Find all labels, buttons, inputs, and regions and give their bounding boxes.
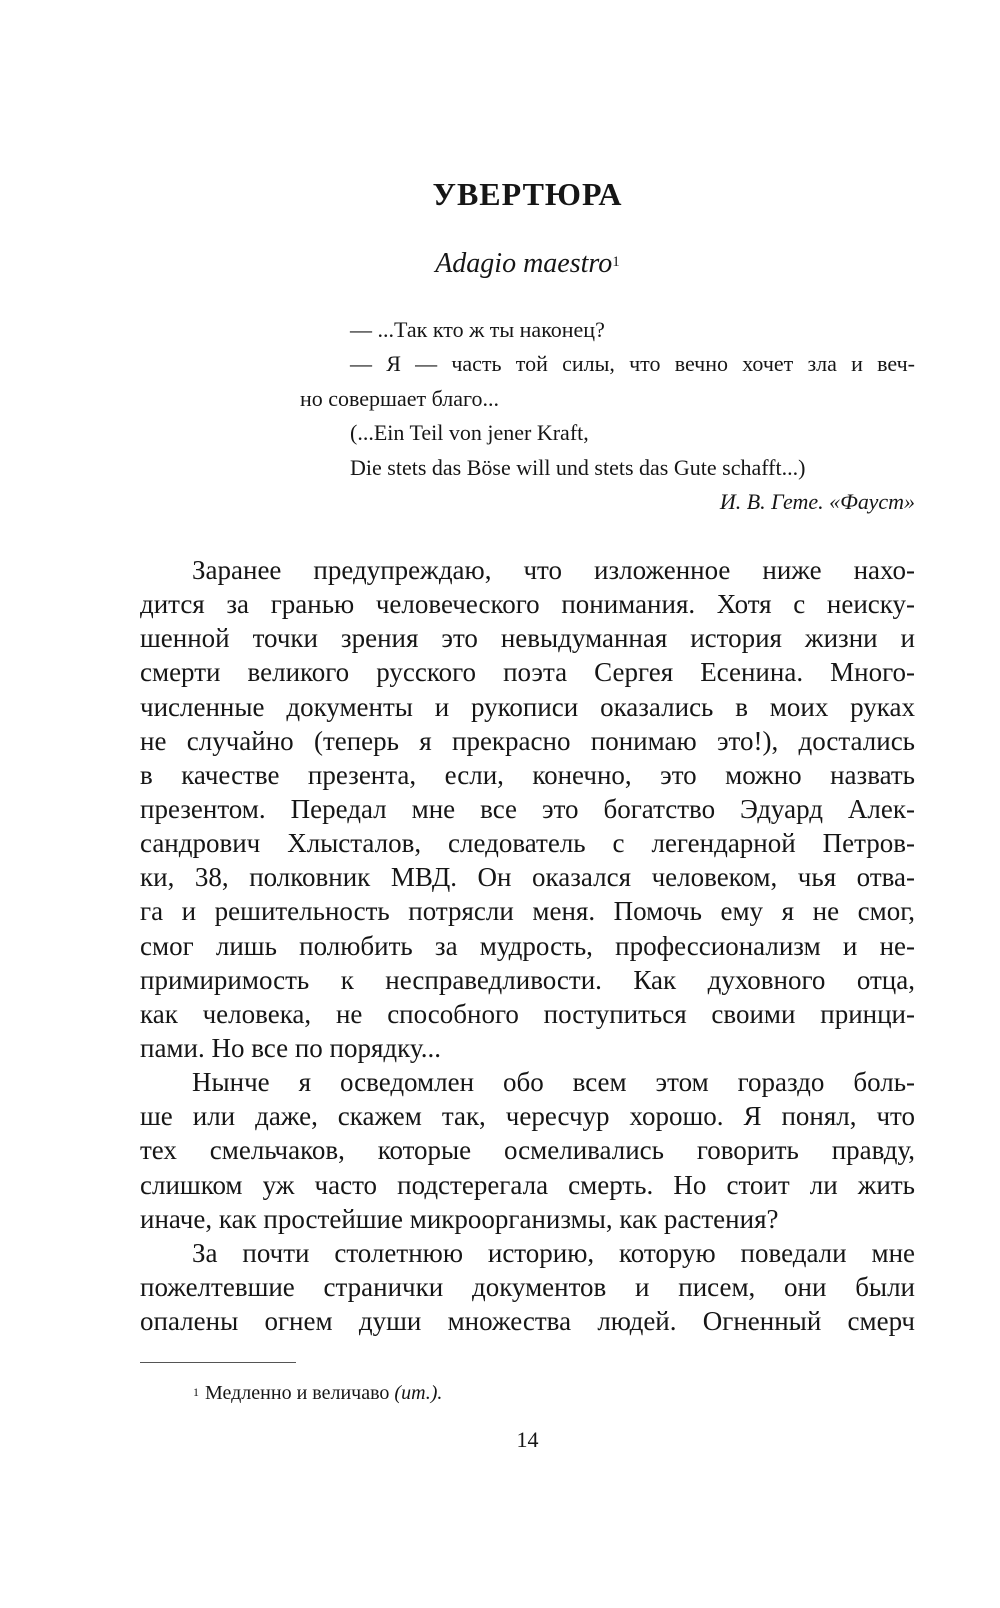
text-line: ки, 38, полковник МВД. Он оказался человеком, чья отва- [140, 862, 915, 893]
subtitle-footnote-mark: 1 [612, 254, 620, 270]
epigraph-line: Die stets das Böse will und stets das Gute schafft...) [350, 454, 806, 480]
paragraph [140, 1065, 915, 1236]
chapter-title: УВЕРТЮРА [432, 176, 623, 212]
text-line: в качестве презента, если, конечно, это можно назвать [140, 759, 915, 790]
footnote [193, 1379, 442, 1407]
text-line: ше или даже, скажем так, чересчур хорошо. Я понял, что [140, 1101, 915, 1132]
epigraph-line: — ...Так кто ж ты наконец? [350, 317, 605, 342]
footnote-divider [140, 1362, 296, 1363]
paragraph [140, 553, 915, 1065]
text-line: опалены огнем души множества людей. Огненный смерч [140, 1306, 915, 1337]
text-line: слишком уж часто подстерегала смерть. Но стоит ли жить [140, 1169, 915, 1200]
text-line: Заранее предупреждаю, что изложенное ниже нахо- [192, 555, 915, 585]
text-line: не случайно (теперь я прекрасно понимаю это!), достались [140, 725, 915, 756]
paragraph [140, 1236, 915, 1338]
text-line: Нынче я осведомлен обо всем этом гораздо боль- [192, 1067, 915, 1098]
text-line: иначе, как простейшие микроорганизмы, как растения? [140, 1203, 779, 1234]
chapter-subtitle [140, 244, 915, 284]
epigraph-line: но совершает благо... [300, 385, 500, 411]
text-line: шенной точки зрения это невыдуманная история жизни и [140, 623, 915, 654]
page-number: 14 [516, 1427, 539, 1452]
epigraph-attribution: И. В. Гете. «Фауст» [719, 488, 915, 514]
text-line: презентом. Передал мне все это богатство Эдуард Алек- [140, 793, 915, 824]
text-line: смог лишь полюбить за мудрость, профессионализм и не- [140, 930, 915, 961]
epigraph [300, 313, 915, 519]
text-line: численные документы и рукописи оказались в моих руках [140, 691, 915, 722]
epigraph-line: (...Ein Teil von jener Kraft, [350, 420, 589, 446]
subtitle-text: Adagio maestro [435, 248, 613, 279]
text-line: га и решительность потрясли меня. Помочь ему я не смог, [140, 896, 915, 927]
text-line: пами. Но все по порядку... [140, 1032, 441, 1063]
footnote-mark: 1 [193, 1385, 199, 1399]
text-line: дится за гранью человеческого понимания. Хотя с неиску- [140, 589, 915, 620]
footnote-language: (ит.). [394, 1382, 443, 1404]
body-text [140, 553, 915, 1338]
text-line: пожелтевшие странички документов и писем, они были [140, 1271, 915, 1302]
epigraph-line: — Я — часть той силы, что вечно хочет зла и веч- [350, 351, 915, 377]
text-line: примиримость к несправедливости. Как духовного отца, [140, 964, 915, 995]
text-line: как человека, не способного поступиться своими принци- [140, 998, 915, 1029]
text-line: смерти великого русского поэта Сергея Есенина. Много- [140, 657, 915, 688]
text-line: тех смельчаков, которые осмеливались говорить правду, [140, 1135, 915, 1166]
footnote-text: Медленно и величаво [205, 1382, 395, 1404]
text-line: За почти столетнюю историю, которую поведали мне [192, 1237, 915, 1268]
text-line: сандрович Хлысталов, следователь с легендарной Петров- [140, 828, 915, 859]
